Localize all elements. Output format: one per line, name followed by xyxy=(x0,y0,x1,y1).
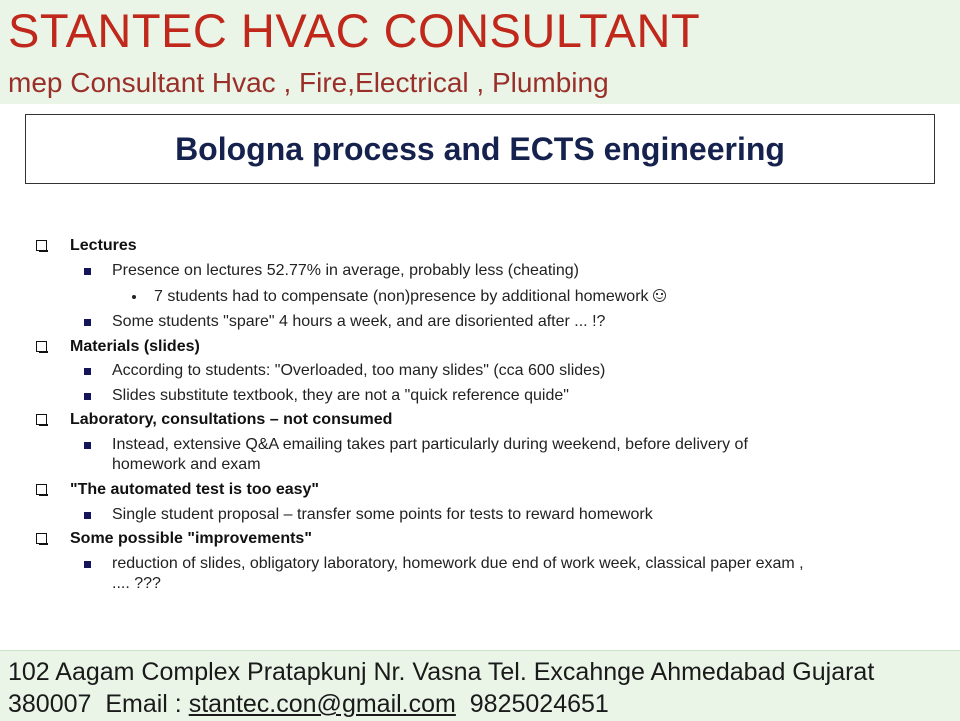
section-heading-materials: Materials (slides) xyxy=(70,337,200,357)
checkbox-bullet-icon xyxy=(36,341,47,352)
list-item: According to students: "Overloaded, too many slides" (cca 600 slides) xyxy=(112,361,605,381)
footer-pin: 380007 xyxy=(8,690,92,718)
list-item: Presence on lectures 52.77% in average, probably less (cheating) xyxy=(112,261,579,281)
company-services: mep Consultant Hvac , Fire,Electrical , Plumbing xyxy=(8,67,609,98)
checkbox-bullet-icon xyxy=(36,533,47,544)
footer-address: 102 Aagam Complex Pratapkunj Nr. Vasna Tel. Excahnge Ahmedabad Gujarat xyxy=(8,658,875,686)
list-item: Single student proposal – transfer some points for tests to reward homework xyxy=(112,505,653,525)
header-banner xyxy=(0,0,960,104)
footer-phone: 9825024651 xyxy=(469,690,609,718)
square-bullet-icon xyxy=(84,442,91,449)
list-item: reduction of slides, obligatory laboratory, homework due end of work week, classical paper exam , xyxy=(112,554,804,574)
section-heading-lectures: Lectures xyxy=(70,236,137,256)
slide-title-box xyxy=(25,114,935,184)
list-item: Instead, extensive Q&A emailing takes part particularly during weekend, before delivery of xyxy=(112,435,748,455)
square-bullet-icon xyxy=(84,368,91,375)
list-item: 7 students had to compensate (non)presence by additional homework xyxy=(154,287,666,307)
smiley-icon xyxy=(653,289,666,302)
list-item: Some students "spare" 4 hours a week, and are disoriented after ... !? xyxy=(112,312,605,332)
square-bullet-icon xyxy=(84,319,91,326)
square-bullet-icon xyxy=(84,393,91,400)
footer-email-link[interactable]: stantec.con@gmail.com xyxy=(188,690,456,718)
checkbox-bullet-icon xyxy=(36,414,47,425)
section-heading-laboratory: Laboratory, consultations – not consumed xyxy=(70,410,392,430)
footer-banner xyxy=(0,650,960,721)
square-bullet-icon xyxy=(84,561,91,568)
square-bullet-icon xyxy=(84,268,91,275)
list-item-continuation: homework and exam xyxy=(112,456,261,473)
dot-bullet-icon xyxy=(132,295,136,299)
slide-title: Bologna process and ECTS engineering xyxy=(175,130,785,167)
section-heading-improvements: Some possible "improvements" xyxy=(70,529,312,549)
footer-email-label: Email : xyxy=(105,690,182,718)
company-name: STANTEC HVAC CONSULTANT xyxy=(8,4,701,57)
slide-content xyxy=(0,234,960,614)
list-item-continuation: .... ??? xyxy=(112,575,161,592)
square-bullet-icon xyxy=(84,512,91,519)
checkbox-bullet-icon xyxy=(36,240,47,251)
checkbox-bullet-icon xyxy=(36,484,47,495)
footer-contact xyxy=(8,689,609,719)
list-item: Slides substitute textbook, they are not a "quick reference quide" xyxy=(112,386,569,406)
section-heading-automated-test: "The automated test is too easy" xyxy=(70,480,319,500)
